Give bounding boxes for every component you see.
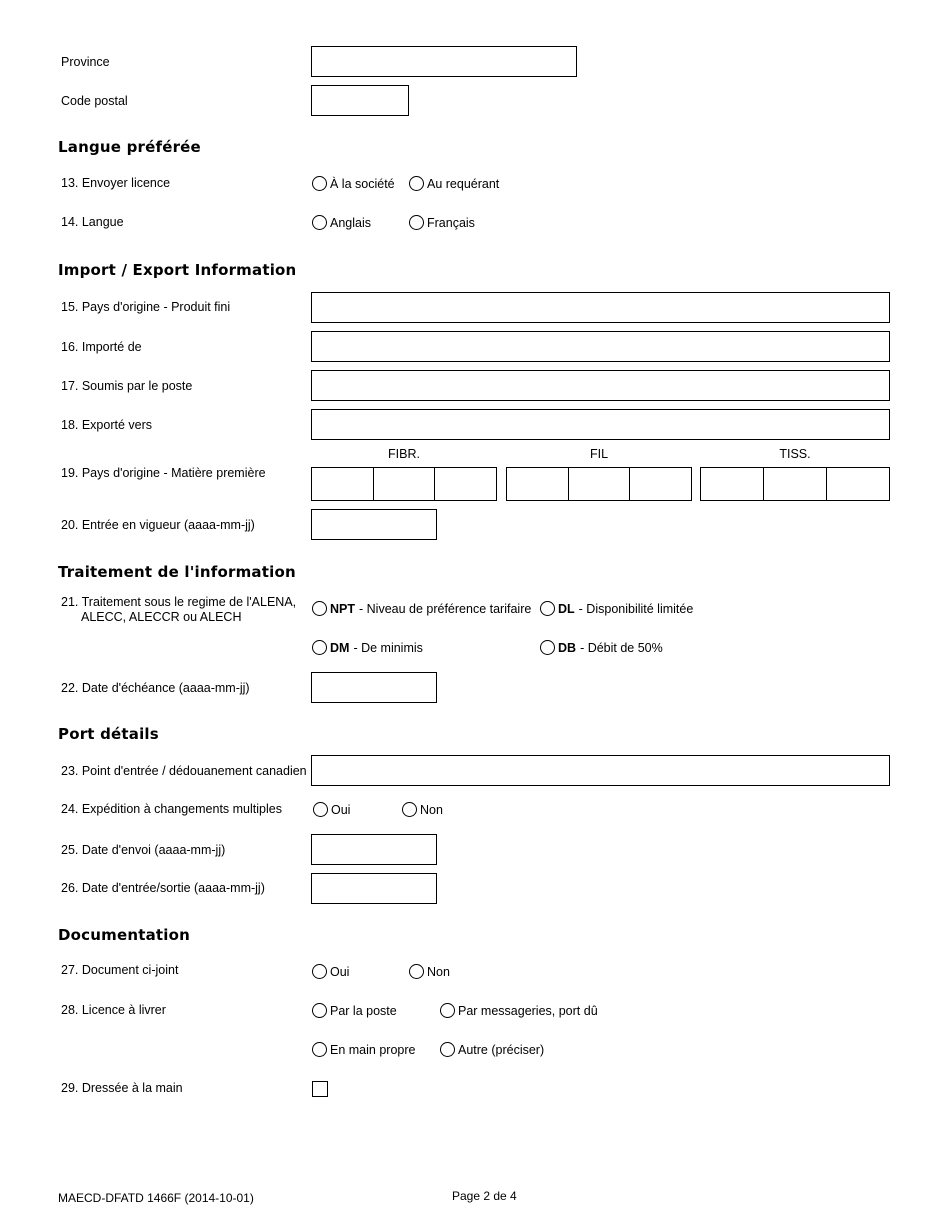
q19-column-header-fil: FIL — [589, 447, 609, 461]
q19-column-header-tiss: TISS. — [779, 447, 811, 461]
section-heading-langue: Langue préférée — [58, 138, 201, 156]
q15-label: 15. Pays d'origine - Produit fini — [61, 300, 231, 314]
q13-radio-societe[interactable] — [312, 176, 395, 191]
q21-radio-npt[interactable] — [312, 601, 531, 616]
page-number: Page 2 de 4 — [452, 1189, 517, 1203]
q17-label: 17. Soumis par le poste — [61, 379, 193, 393]
radio-label: Par la poste — [330, 1003, 397, 1018]
q29-label: 29. Dressée à la main — [61, 1081, 183, 1095]
q21-label-line1: 21. Traitement sous le regime de l'ALENA, — [61, 595, 297, 609]
q13-radio-requerant[interactable] — [409, 176, 499, 191]
radio-label: Oui — [331, 802, 351, 817]
q24-radio-oui[interactable] — [313, 802, 350, 817]
q19-fibr-cell[interactable] — [373, 468, 435, 500]
radio-label: Anglais — [330, 215, 371, 230]
radio-circle-icon — [312, 640, 327, 655]
radio-circle-icon — [402, 802, 417, 817]
q28-radio-messageries[interactable] — [440, 1003, 598, 1018]
q20-label: 20. Entrée en vigueur (aaaa-mm-jj) — [61, 518, 255, 532]
radio-code: DB — [558, 640, 577, 655]
radio-label: À la société — [330, 176, 395, 191]
section-heading-traitement: Traitement de l'information — [58, 563, 296, 581]
radio-label: Au requérant — [427, 176, 500, 191]
radio-label: Oui — [330, 964, 350, 979]
radio-label: Français — [427, 215, 475, 230]
q19-fibr-cell[interactable] — [434, 468, 496, 500]
radio-circle-icon — [312, 176, 327, 191]
section-heading-import-export: Import / Export Information — [58, 261, 297, 279]
radio-label: - Niveau de préférence tarifaire — [359, 601, 532, 616]
q16-input[interactable] — [311, 331, 890, 362]
q14-label: 14. Langue — [61, 215, 124, 229]
q16-label: 16. Importé de — [61, 340, 142, 354]
q19-fil-cell[interactable] — [568, 468, 630, 500]
q24-radio-non[interactable] — [402, 802, 443, 817]
q28-radio-autre[interactable] — [440, 1042, 544, 1057]
q19-fibr-cells — [311, 467, 497, 501]
postal-code-label: Code postal — [61, 94, 128, 108]
q21-radio-dl[interactable] — [540, 601, 693, 616]
q21-label — [61, 595, 306, 625]
q19-tiss-cell[interactable] — [826, 468, 889, 500]
q19-tiss-cells — [700, 467, 890, 501]
q24-label: 24. Expédition à changements multiples — [61, 802, 282, 816]
radio-circle-icon — [540, 640, 555, 655]
radio-circle-icon — [312, 1003, 327, 1018]
q15-input[interactable] — [311, 292, 890, 323]
q27-radio-oui[interactable] — [312, 964, 349, 979]
radio-code: NPT — [330, 601, 355, 616]
province-label: Province — [61, 55, 110, 69]
q27-label: 27. Document ci-joint — [61, 963, 179, 977]
radio-code: DM — [330, 640, 350, 655]
radio-label: En main propre — [330, 1042, 416, 1057]
q28-radio-poste[interactable] — [312, 1003, 397, 1018]
q28-label: 28. Licence à livrer — [61, 1003, 166, 1017]
radio-circle-icon — [312, 601, 327, 616]
q23-label: 23. Point d'entrée / dédouanement canadien — [61, 764, 307, 778]
q27-radio-non[interactable] — [409, 964, 450, 979]
radio-circle-icon — [313, 802, 328, 817]
q21-radio-dm[interactable] — [312, 640, 423, 655]
q18-label: 18. Exporté vers — [61, 418, 153, 432]
q21-label-line2: ALECC, ALECCR ou ALECH — [81, 610, 242, 624]
radio-circle-icon — [409, 215, 424, 230]
radio-circle-icon — [312, 964, 327, 979]
q18-input[interactable] — [311, 409, 890, 440]
postal-code-input[interactable] — [311, 85, 409, 116]
radio-code: DL — [558, 601, 575, 616]
section-heading-port: Port détails — [58, 725, 159, 743]
radio-circle-icon — [312, 215, 327, 230]
radio-label: Non — [420, 802, 443, 817]
radio-circle-icon — [440, 1042, 455, 1057]
q17-input[interactable] — [311, 370, 890, 401]
q29-checkbox[interactable] — [312, 1081, 328, 1097]
radio-label: - Débit de 50% — [580, 640, 663, 655]
radio-circle-icon — [540, 601, 555, 616]
q20-input[interactable] — [311, 509, 437, 540]
q19-fil-cells — [506, 467, 692, 501]
q21-radio-db[interactable] — [540, 640, 663, 655]
q22-label: 22. Date d'échéance (aaaa-mm-jj) — [61, 681, 250, 695]
q19-label: 19. Pays d'origine - Matière première — [61, 466, 266, 480]
q23-input[interactable] — [311, 755, 890, 786]
radio-circle-icon — [409, 176, 424, 191]
radio-circle-icon — [312, 1042, 327, 1057]
radio-label: - De minimis — [353, 640, 423, 655]
q19-fibr-cell[interactable] — [312, 468, 373, 500]
radio-circle-icon — [409, 964, 424, 979]
radio-circle-icon — [440, 1003, 455, 1018]
q14-radio-francais[interactable] — [409, 215, 475, 230]
q19-column-header-fibr: FIBR. — [388, 447, 420, 461]
radio-label: Autre (préciser) — [458, 1042, 545, 1057]
radio-label: Non — [427, 964, 450, 979]
radio-label: Par messageries, port dû — [458, 1003, 598, 1018]
q22-input[interactable] — [311, 672, 437, 703]
form-id: MAECD-DFATD 1466F (2014-10-01) — [58, 1191, 254, 1205]
province-input[interactable] — [311, 46, 577, 77]
q14-radio-anglais[interactable] — [312, 215, 371, 230]
q13-label: 13. Envoyer licence — [61, 176, 171, 190]
q19-fil-cell[interactable] — [507, 468, 568, 500]
q28-radio-main-propre[interactable] — [312, 1042, 415, 1057]
q26-input[interactable] — [311, 873, 437, 904]
radio-label: - Disponibilité limitée — [578, 601, 694, 616]
q19-tiss-cell[interactable] — [763, 468, 826, 500]
q25-label: 25. Date d'envoi (aaaa-mm-jj) — [61, 843, 226, 857]
q26-label: 26. Date d'entrée/sortie (aaaa-mm-jj) — [61, 881, 265, 895]
q19-fil-cell[interactable] — [629, 468, 691, 500]
q19-tiss-cell[interactable] — [701, 468, 763, 500]
q25-input[interactable] — [311, 834, 437, 865]
section-heading-documentation: Documentation — [58, 926, 190, 944]
